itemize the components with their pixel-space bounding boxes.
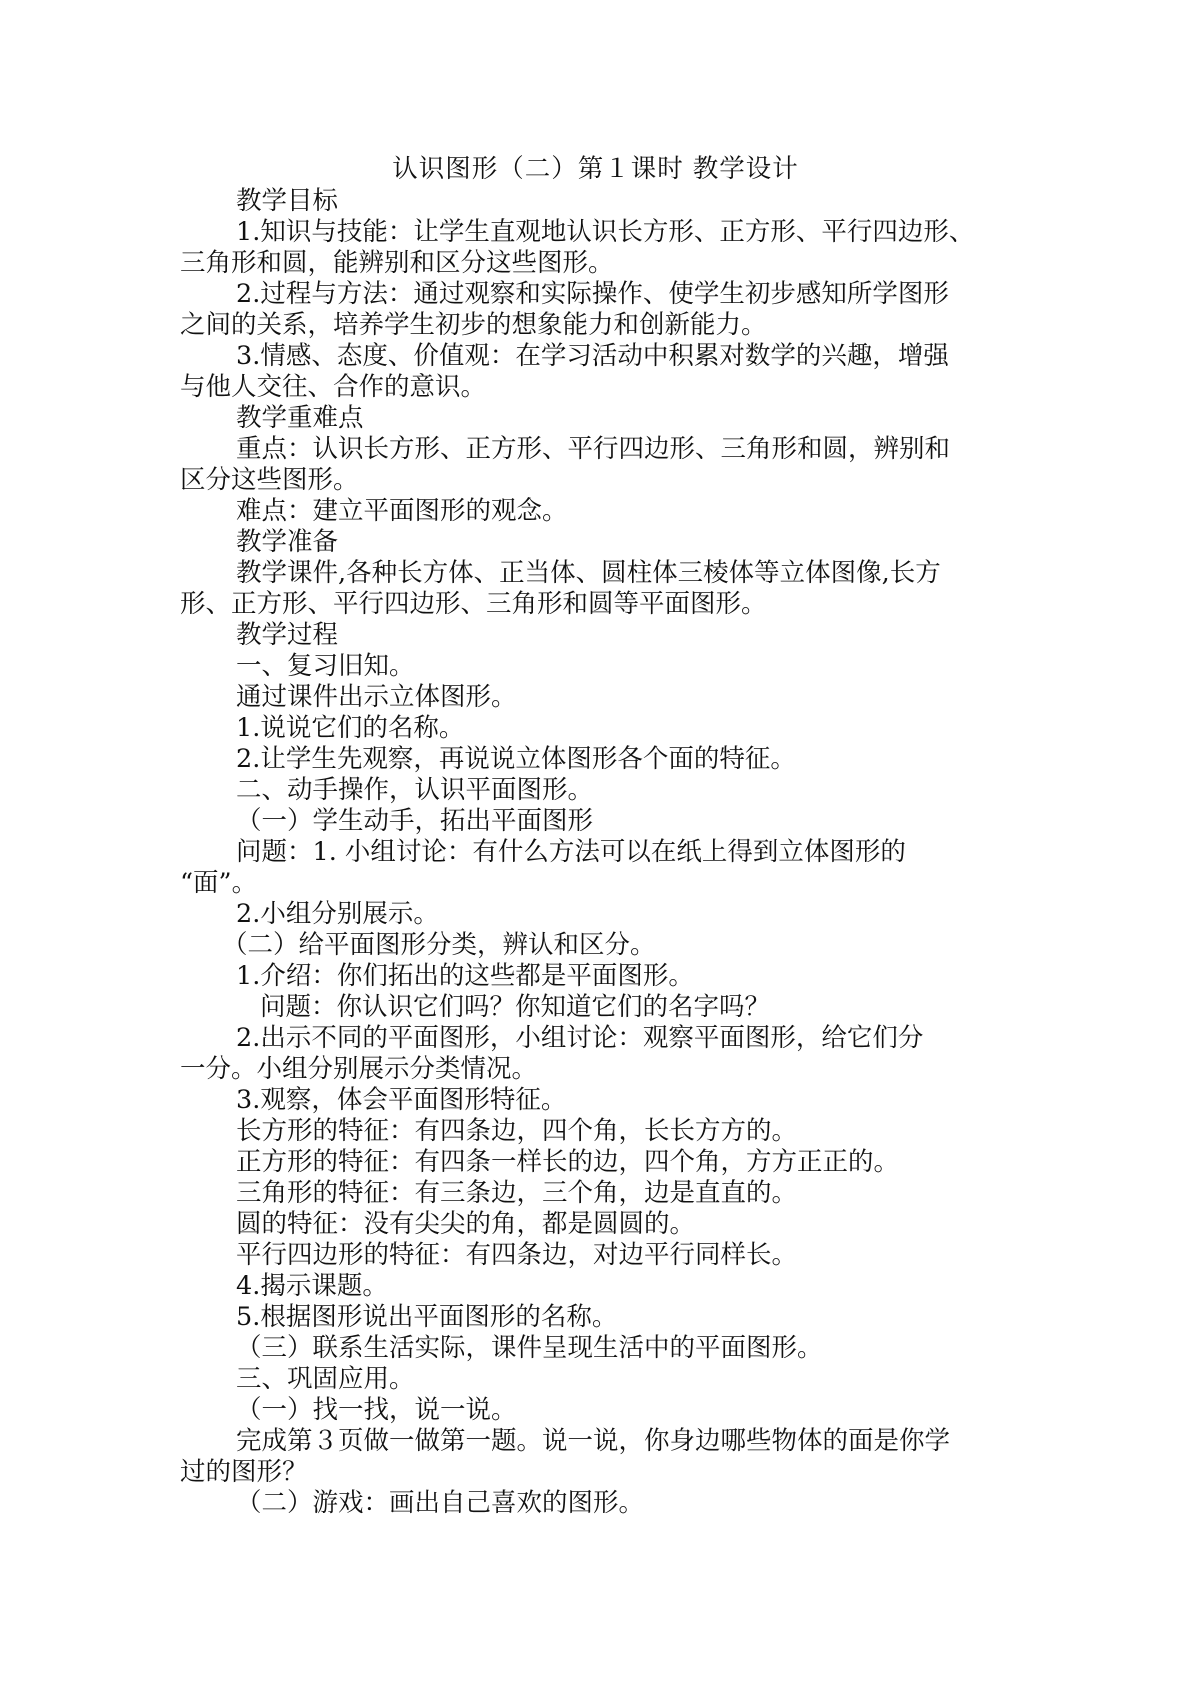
text-line: 问题：1. 小组讨论：有什么方法可以在纸上得到立体图形的	[236, 837, 906, 867]
text-line: 2.过程与方法：通过观察和实际操作、使学生初步感知所学图形	[236, 279, 949, 309]
text-line: 形、正方形、平行四边形、三角形和圆等平面图形。	[180, 589, 767, 619]
text-line: 难点：建立平面图形的观念。	[236, 496, 568, 526]
heading-objectives: 教学目标	[236, 186, 339, 216]
text-line: 2.出示不同的平面图形，小组讨论：观察平面图形，给它们分	[236, 1023, 924, 1053]
text-line: 三角形和圆，能辨别和区分这些图形。	[180, 248, 614, 278]
text-line: 圆的特征：没有尖尖的角，都是圆圆的。	[236, 1209, 696, 1239]
subsection-heading: （一）找一找，说一说。	[236, 1395, 517, 1425]
document-title: 认识图形（二）第１课时 教学设计	[392, 154, 799, 184]
text-line: 1.知识与技能：让学生直观地认识长方形、正方形、平行四边形、	[236, 217, 975, 247]
document-body	[180, 186, 1030, 1519]
text-line: 平行四边形的特征：有四条边，对边平行同样长。	[236, 1240, 798, 1270]
heading-preparation: 教学准备	[236, 527, 339, 557]
text-line: 4.揭示课题。	[236, 1271, 388, 1301]
text-line: 三角形的特征：有三条边，三个角，边是直直的。	[236, 1178, 798, 1208]
subsection-heading: （三）联系生活实际，课件呈现生活中的平面图形。	[236, 1333, 823, 1363]
subsection-heading: （二）给平面图形分类，辨认和区分。	[222, 930, 656, 960]
subsection-heading: （一）学生动手，拓出平面图形	[236, 806, 594, 836]
section-heading: 一、复习旧知。	[236, 651, 415, 681]
text-line: 一分。小组分别展示分类情况。	[180, 1054, 538, 1084]
subsection-heading: （二）游戏：画出自己喜欢的图形。	[236, 1488, 645, 1518]
text-line: 5.根据图形说出平面图形的名称。	[236, 1302, 618, 1332]
section-heading: 二、动手操作，认识平面图形。	[236, 775, 594, 805]
text-line: 2.小组分别展示。	[236, 899, 439, 929]
text-line: 3.情感、态度、价值观：在学习活动中积累对数学的兴趣，增强	[236, 341, 949, 371]
text-line: 长方形的特征：有四条边，四个角，长长方方的。	[236, 1116, 798, 1146]
text-line: 1.介绍：你们拓出的这些都是平面图形。	[236, 961, 694, 991]
text-line: 3.观察，体会平面图形特征。	[236, 1085, 567, 1115]
text-line: 重点：认识长方形、正方形、平行四边形、三角形和圆，辨别和	[236, 434, 951, 464]
text-line: 区分这些图形。	[180, 465, 359, 495]
text-line: 通过课件出示立体图形。	[236, 682, 517, 712]
text-line: 正方形的特征：有四条一样长的边，四个角，方方正正的。	[236, 1147, 900, 1177]
text-line: 与他人交往、合作的意识。	[180, 372, 487, 402]
text-line: “面”。	[180, 868, 258, 898]
text-line: 2.让学生先观察，再说说立体图形各个面的特征。	[236, 744, 796, 774]
heading-key-points: 教学重难点	[236, 403, 364, 433]
heading-process: 教学过程	[236, 620, 339, 650]
text-line: 1.说说它们的名称。	[236, 713, 465, 743]
section-heading: 三、巩固应用。	[236, 1364, 415, 1394]
text-line: 过的图形？	[180, 1457, 308, 1487]
text-line: 之间的关系，培养学生初步的想象能力和创新能力。	[180, 310, 767, 340]
text-line: 问题：你认识它们吗？你知道它们的名字吗？	[260, 992, 771, 1022]
text-line: 教学课件,各种长方体、正当体、圆柱体三棱体等立体图像,长方	[236, 558, 941, 588]
text-line: 完成第３页做一做第一题。说一说，你身边哪些物体的面是你学	[236, 1426, 951, 1456]
